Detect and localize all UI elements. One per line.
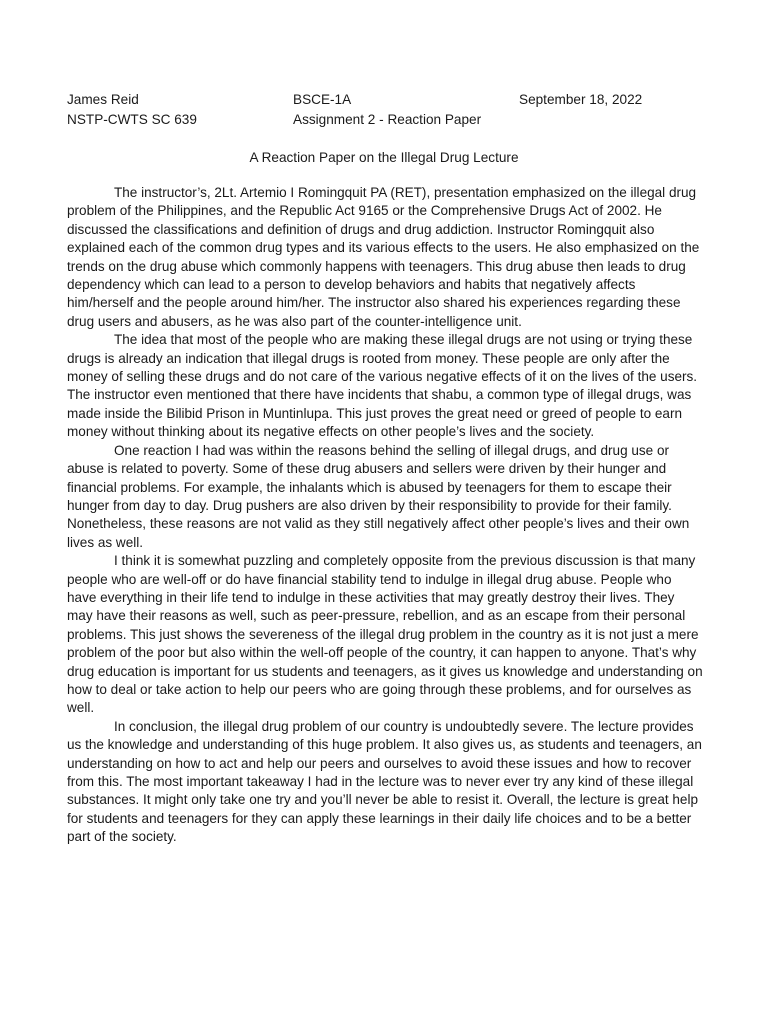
course-code: NSTP-CWTS SC 639	[67, 112, 197, 127]
assignment-label: Assignment 2 - Reaction Paper	[293, 112, 482, 127]
header-row-2	[67, 110, 707, 130]
paragraph: The idea that most of the people who are making these illegal drugs are not using or trying these drugs is already an indication that illegal drugs is rooted from money. These people are only after the money of selling these drugs and do not care of the various negative effects of it on the lives of the users. The instructor even mentioned that there have incidents that shabu, a common type of illegal drugs, was made inside the Bilibid Prison in Muntinlupa. This just proves the great need or greed of people to earn money without thinking about its negative effects on other people’s lives and the society.	[67, 332, 698, 440]
paragraph: The instructor’s, 2Lt. Artemio I Romingquit PA (RET), presentation emphasized on the illegal drug problem of the Philippines, and the Republic Act 9165 or the Comprehensive Drugs Act of 2002. He discussed the classifications and definition of drugs and drug addiction. Instructor Romingquit also explained each of the common drug types and its various effects to the users. He also emphasized on the trends on the drug abuse which commonly happens with teenagers. This drug abuse then leads to drug dependency which can lead to a person to develop behaviors and habits that negatively affects him/herself and the people around him/her. The instructor also shared his experiences regarding these drug users and abusers, as he was also part of the counter-intelligence unit.	[67, 185, 700, 329]
paper-body	[67, 184, 703, 847]
paragraph: I think it is somewhat puzzling and completely opposite from the previous discussion is that many people who are well-off or do have financial stability tend to indulge in illegal drug abuse. People who have everything in their life tend to indulge in these activities that may greatly destroy their lives. They may have their reasons as well, such as peer-pressure, rebellion, and as an escape from their personal problems. This just shows the severeness of the illegal drug problem in the country as it is not just a mere problem of the poor but also within the well-off people of the country, it can happen to anyone. That’s why drug education is important for us students and teenagers, as it gives us knowledge and understanding on how to deal or take action to help our peers who are going through these problems, and for ourselves as well.	[67, 553, 703, 716]
paper-title: A Reaction Paper on the Illegal Drug Lecture	[249, 150, 519, 165]
header-row-1	[67, 90, 707, 110]
submission-date: September 18, 2022	[519, 92, 643, 107]
author-name: James Reid	[67, 92, 139, 107]
section-code: BSCE-1A	[293, 92, 352, 107]
paragraph: One reaction I had was within the reasons behind the selling of illegal drugs, and drug use or abuse is related to poverty. Some of these drug abusers and sellers were driven by their hunger and financial problems. For example, the inhalants which is abused by teenagers for them to escape their hunger from day to day. Drug pushers are also driven by their responsibility to provide for their family. Nonetheless, these reasons are not valid as they still negatively affect other people’s lives and their own lives as well.	[67, 442, 690, 550]
paragraph: In conclusion, the illegal drug problem of our country is undoubtedly severe. The lecture provides us the knowledge and understanding of this huge problem. It also gives us, as students and teenagers, an understanding on how to act and help our peers and ourselves to avoid these issues and how to recover from this. The most important takeaway I had in the lecture was to never ever try any kind of these illegal substances. It might only take one try and you’ll never be able to resist it. Overall, the lecture is great help for students and teenagers for they can apply these learnings in their daily life choices and to be a better part of the society.	[67, 718, 702, 845]
